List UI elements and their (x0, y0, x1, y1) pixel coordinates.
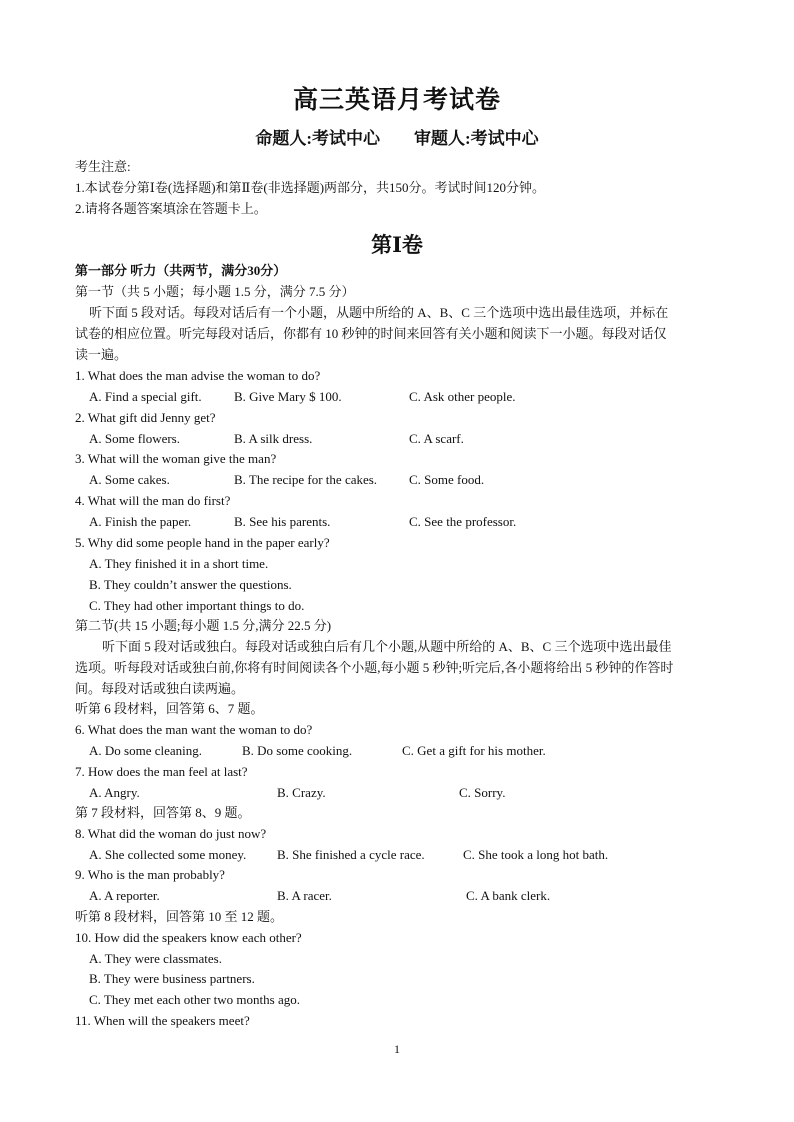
option-b: B. A racer. (277, 888, 332, 903)
material-heading: 第 7 段材料，回答第 8、9 题。 (75, 805, 251, 820)
page-title: 高三英语月考试卷 (292, 87, 501, 114)
question-stem: 11. When will the speakers meet? (75, 1013, 250, 1028)
author-line: 命题人:考试中心 审题人:考试中心 (255, 129, 539, 148)
option-c: C. Ask other people. (409, 389, 516, 404)
volume-title: 第Ⅰ卷 (371, 233, 423, 257)
question-stem: 2. What gift did Jenny get? (75, 410, 216, 425)
option-a: A. They finished it in a short time. (89, 556, 269, 571)
material-heading: 听第 8 段材料，回答第 10 至 12 题。 (75, 909, 284, 924)
option-a: A. They were classmates. (89, 951, 222, 966)
option-a: A. Find a special gift. (89, 389, 202, 404)
option-b: B. They were business partners. (89, 971, 255, 986)
question-stem: 5. Why did some people hand in the paper early? (75, 535, 330, 550)
material-heading: 听第 6 段材料，回答第 6、7 题。 (75, 701, 264, 716)
question-stem: 10. How did the speakers know each other? (75, 930, 302, 945)
instruction-line: 间。每段对话或独白读两遍。 (75, 681, 245, 696)
section-heading: 第一节（共 5 小题；每小题 1.5 分，满分 7.5 分） (75, 284, 355, 299)
option-a: A. Angry. (89, 785, 140, 800)
instruction-line: 读一遍。 (75, 347, 128, 362)
section-heading: 第二节(共 15 小题;每小题 1.5 分,满分 22.5 分) (75, 618, 332, 633)
option-b: B. Do some cooking. (242, 743, 353, 758)
instruction-line: 选项。听每段对话或独白前,你将有时间阅读各个小题,每小题 5 秒钟;听完后,各小题将给出 5 秒钟的作答时 (75, 660, 674, 675)
option-a: A. Do some cleaning. (89, 743, 203, 758)
option-a: A. Some flowers. (89, 431, 180, 446)
option-b: B. They couldn’t answer the questions. (89, 577, 292, 592)
question-stem: 4. What will the man do first? (75, 493, 231, 508)
option-b: B. She finished a cycle race. (277, 847, 425, 862)
question-stem: 3. What will the woman give the man? (75, 451, 277, 466)
question-stem: 9. Who is the man probably? (75, 867, 225, 882)
part-heading: 第一部分 听力（共两节，满分30分） (75, 263, 287, 278)
option-a: A. Finish the paper. (89, 514, 192, 529)
notice-heading: 考生注意: (75, 159, 131, 174)
option-a: A. A reporter. (89, 888, 160, 903)
option-b: B. Crazy. (277, 785, 326, 800)
option-b: B. A silk dress. (234, 431, 313, 446)
option-b: B. See his parents. (234, 514, 331, 529)
option-c: C. Get a gift for his mother. (402, 743, 546, 758)
option-c: C. Sorry. (459, 785, 506, 800)
question-stem: 7. How does the man feel at last? (75, 764, 248, 779)
question-stem: 6. What does the man want the woman to do? (75, 722, 313, 737)
option-c: C. A bank clerk. (466, 888, 551, 903)
page-number: 1 (394, 1042, 400, 1056)
question-stem: 8. What did the woman do just now? (75, 826, 267, 841)
option-a: A. She collected some money. (89, 847, 247, 862)
option-c: C. She took a long hot bath. (463, 847, 609, 862)
option-c: C. See the professor. (409, 514, 517, 529)
notice-item: 1.本试卷分第Ⅰ卷(选择题)和第Ⅱ卷(非选择题)两部分，共150分。考试时间120分钟。 (75, 180, 546, 195)
instruction-line: 听下面 5 段对话。每段对话后有一个小题，从题中所给的 A、B、C 三个选项中选出最佳选项，并标在 (89, 305, 669, 320)
option-c: C. Some food. (409, 472, 485, 487)
option-b: B. The recipe for the cakes. (234, 472, 378, 487)
option-c: C. They had other important things to do. (89, 598, 305, 613)
instruction-line: 听下面 5 段对话或独白。每段对话或独白后有几个小题,从题中所给的 A、B、C 三个选项中选出最佳 (102, 639, 672, 654)
notice-item: 2.请将各题答案填涂在答题卡上。 (75, 201, 267, 216)
instruction-line: 试卷的相应位置。听完每段对话后，你都有 10 秒钟的时间来回答有关小题和阅读下一小题。每段对话仅 (75, 326, 667, 341)
question-stem: 1. What does the man advise the woman to do? (75, 368, 321, 383)
option-c: C. A scarf. (409, 431, 464, 446)
option-b: B. Give Mary $ 100. (234, 389, 342, 404)
option-a: A. Some cakes. (89, 472, 170, 487)
option-c: C. They met each other two months ago. (89, 992, 300, 1007)
